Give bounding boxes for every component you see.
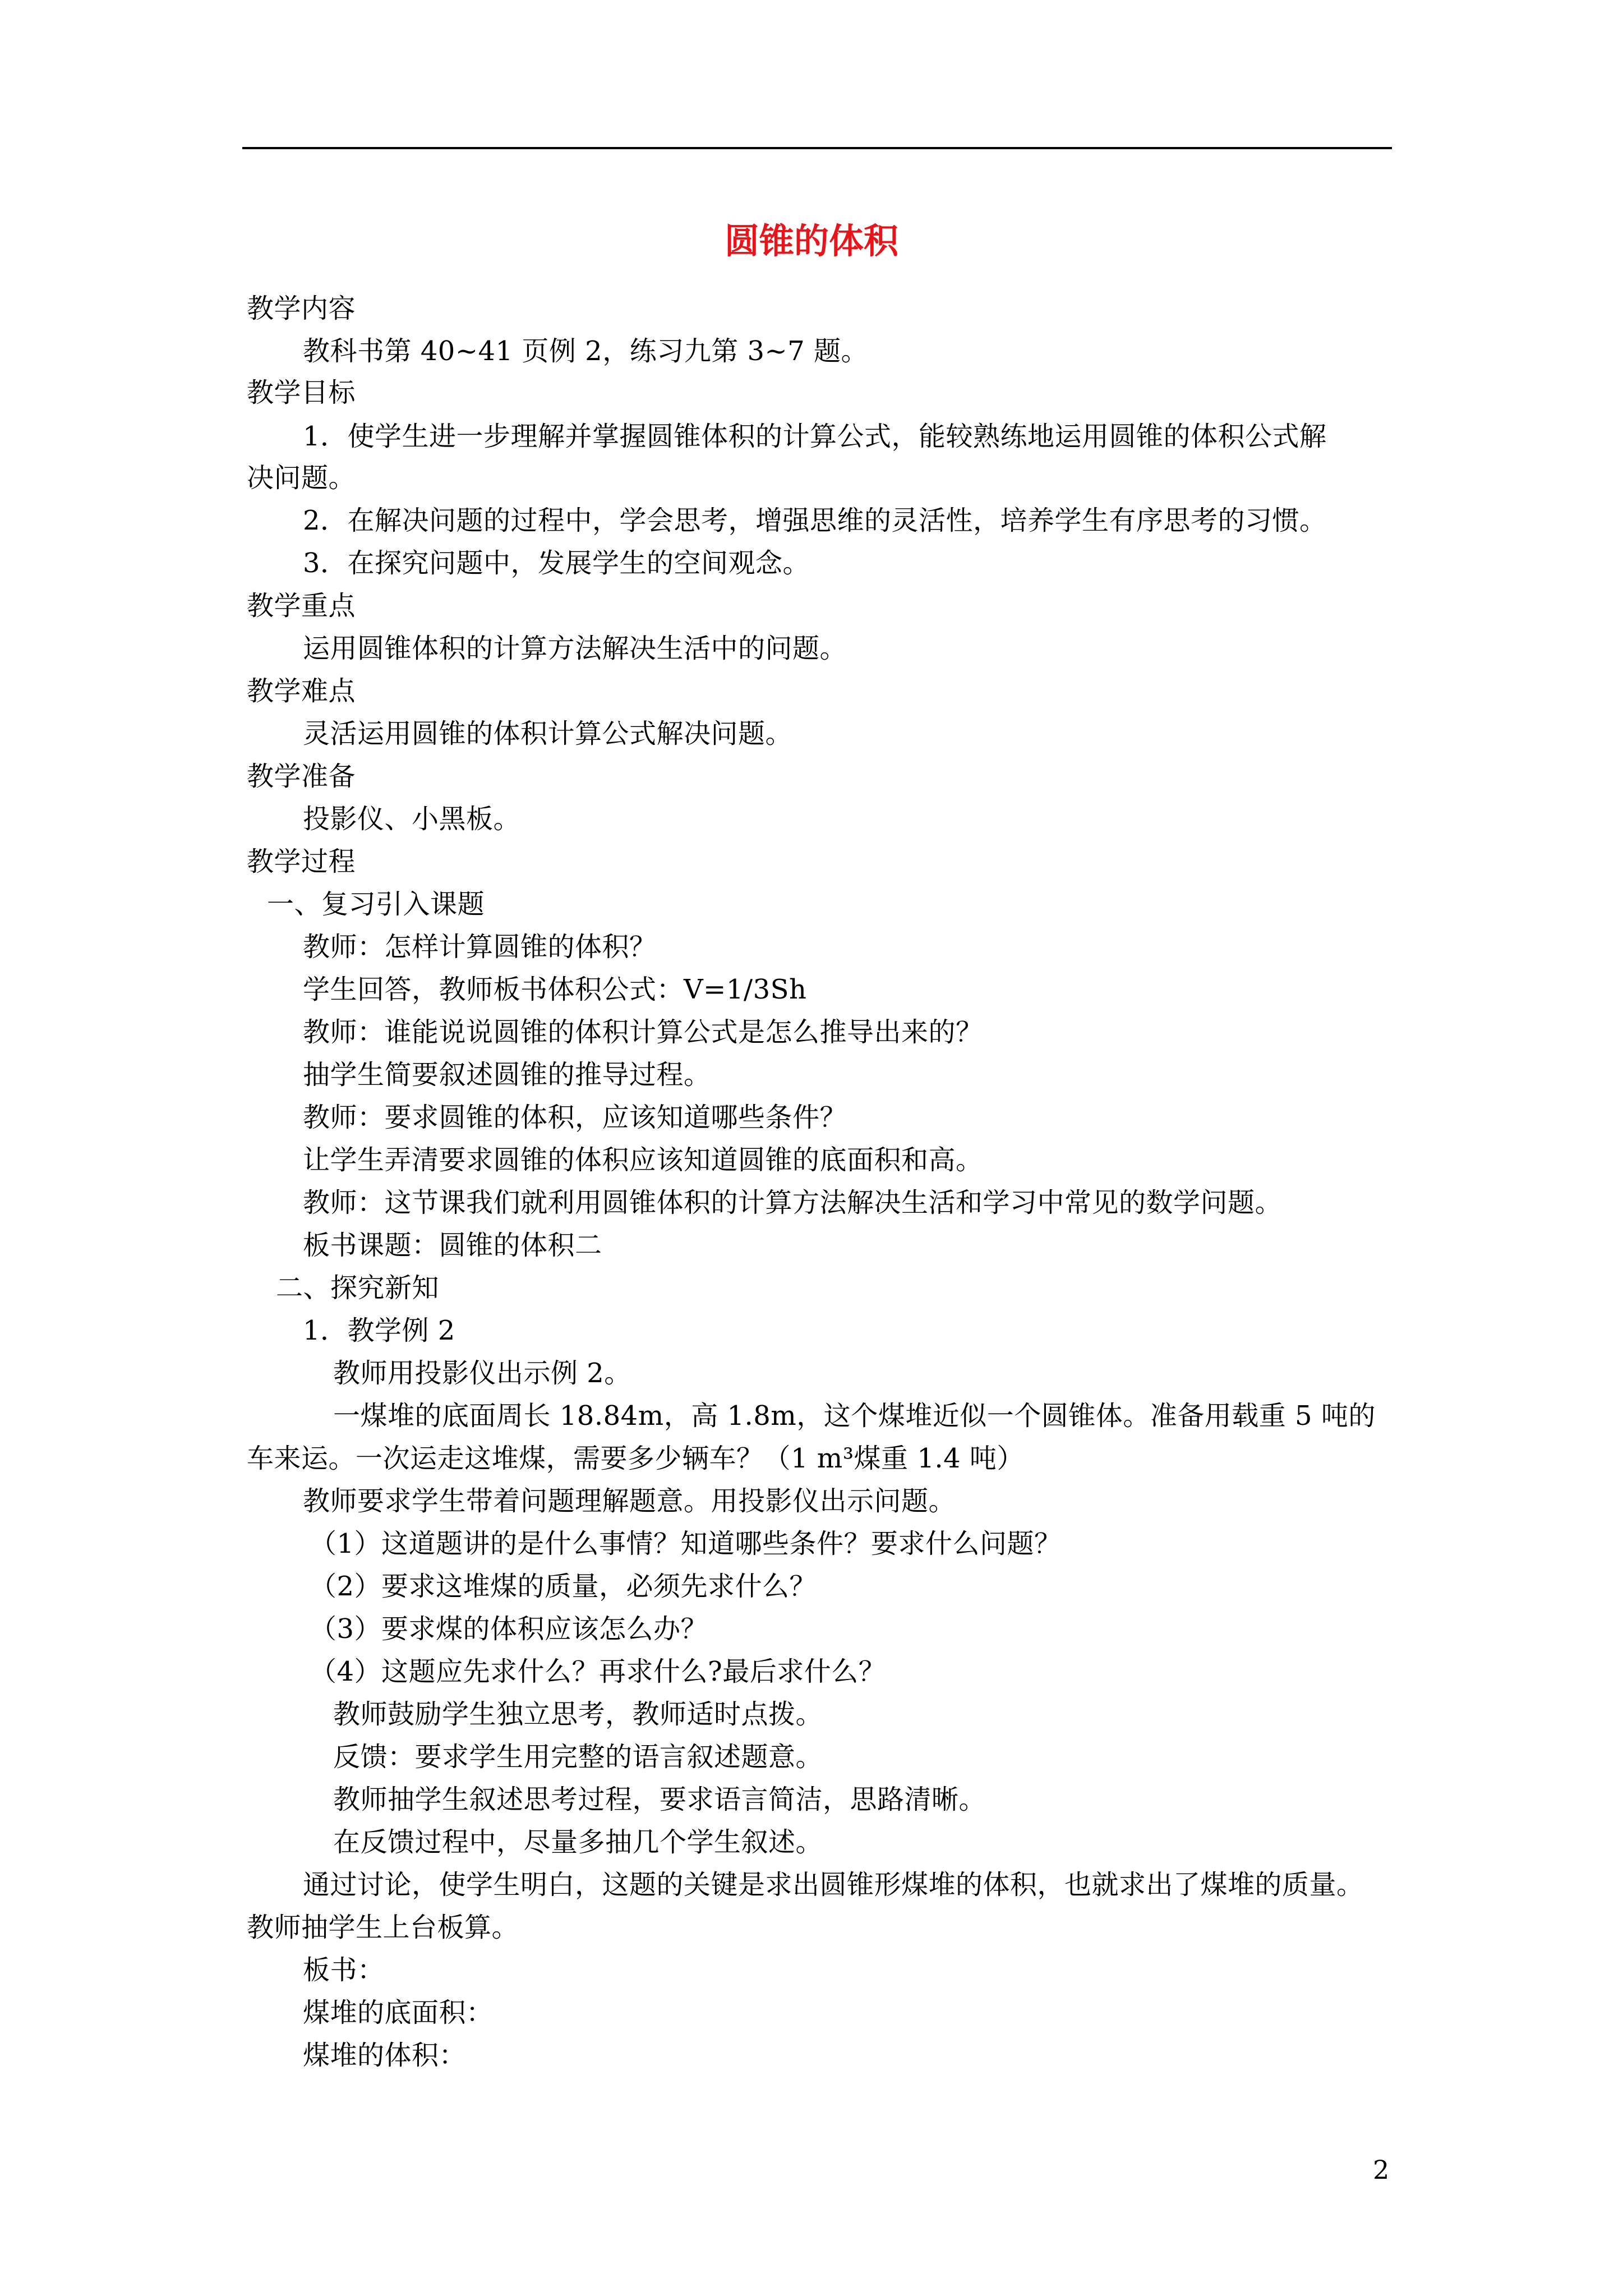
body-line: 教师用投影仪出示例 2。 [333, 1358, 631, 1389]
question-item: （1）这道题讲的是什么事情？知道哪些条件？要求什么问题？ [310, 1528, 1062, 1559]
page-number: 2 [1373, 2155, 1390, 2185]
body-line: 教师：谁能说说圆锥的体积计算公式是怎么推导出来的？ [303, 1016, 983, 1048]
body-line: 2．在解决问题的过程中，学会思考，增强思维的灵活性，培养学生有序思考的习惯。 [303, 505, 1327, 536]
subsection-heading: 一、复习引入课题 [267, 889, 485, 920]
question-item: （2）要求这堆煤的质量，必须先求什么？ [310, 1571, 817, 1602]
body-line: 一煤堆的底面周长 18.84m，高 1.8m，这个煤堆近似一个圆锥体。准备用载重 5 吨的 [333, 1400, 1376, 1432]
body-line: 教科书第 40~41 页例 2，练习九第 3~7 题。 [303, 335, 869, 367]
body-line: 决问题。 [247, 462, 356, 494]
section-heading: 教学过程 [247, 846, 356, 877]
header-rule [242, 147, 1392, 149]
body-line: 灵活运用圆锥的体积计算公式解决问题。 [303, 718, 793, 749]
body-line: 教师：这节课我们就利用圆锥体积的计算方法解决生活和学习中常见的数学问题。 [303, 1187, 1283, 1218]
body-line: 学生回答，教师板书体积公式：V=1/3Sh [303, 974, 807, 1005]
body-line: 教师抽学生上台板算。 [247, 1912, 519, 1943]
body-line: 1．使学生进一步理解并掌握圆锥体积的计算公式，能较熟练地运用圆锥的体积公式解 [303, 421, 1327, 452]
section-heading: 教学难点 [247, 675, 356, 707]
section-heading: 教学目标 [247, 377, 356, 408]
body-line: 投影仪、小黑板。 [303, 803, 521, 835]
subsection-heading: 二、探究新知 [276, 1272, 440, 1304]
body-line: 教师抽学生叙述思考过程，要求语言简洁，思路清晰。 [333, 1784, 986, 1815]
body-line: 抽学生简要叙述圆锥的推导过程。 [303, 1059, 711, 1091]
section-heading: 教学重点 [247, 590, 356, 622]
body-line: 运用圆锥体积的计算方法解决生活中的问题。 [303, 633, 847, 664]
body-line: 教师鼓励学生独立思考，教师适时点拨。 [333, 1699, 823, 1730]
body-line: 让学生弄清要求圆锥的体积应该知道圆锥的底面积和高。 [303, 1144, 983, 1176]
body-line: 板书： [303, 1954, 385, 1986]
body-line: 煤堆的底面积： [303, 1997, 494, 2028]
body-line: 反馈：要求学生用完整的语言叙述题意。 [333, 1741, 823, 1773]
section-heading: 教学准备 [247, 761, 356, 792]
body-line: 教师：要求圆锥的体积，应该知道哪些条件？ [303, 1102, 847, 1133]
body-line: 煤堆的体积： [303, 2040, 467, 2071]
body-line: 车来运。一次运走这堆煤，需要多少辆车？（1 m³煤重 1.4 吨） [247, 1443, 1024, 1474]
document-title: 圆锥的体积 [724, 220, 898, 261]
body-line: 教师要求学生带着问题理解题意。用投影仪出示问题。 [303, 1485, 956, 1517]
body-line: 教师：怎样计算圆锥的体积？ [303, 931, 657, 963]
body-line: 1．教学例 2 [303, 1315, 455, 1346]
section-heading: 教学内容 [247, 293, 356, 324]
body-line: 板书课题：圆锥的体积二 [303, 1230, 602, 1261]
body-line: 3．在探究问题中，发展学生的空间观念。 [303, 547, 810, 579]
body-line: 在反馈过程中，尽量多抽几个学生叙述。 [333, 1826, 823, 1858]
body-line: 通过讨论，使学生明白，这题的关键是求出圆锥形煤堆的体积，也就求出了煤堆的质量。 [303, 1869, 1364, 1901]
question-item: （4）这题应先求什么？再求什么?最后求什么？ [310, 1656, 886, 1687]
question-item: （3）要求煤的体积应该怎么办？ [310, 1613, 708, 1645]
